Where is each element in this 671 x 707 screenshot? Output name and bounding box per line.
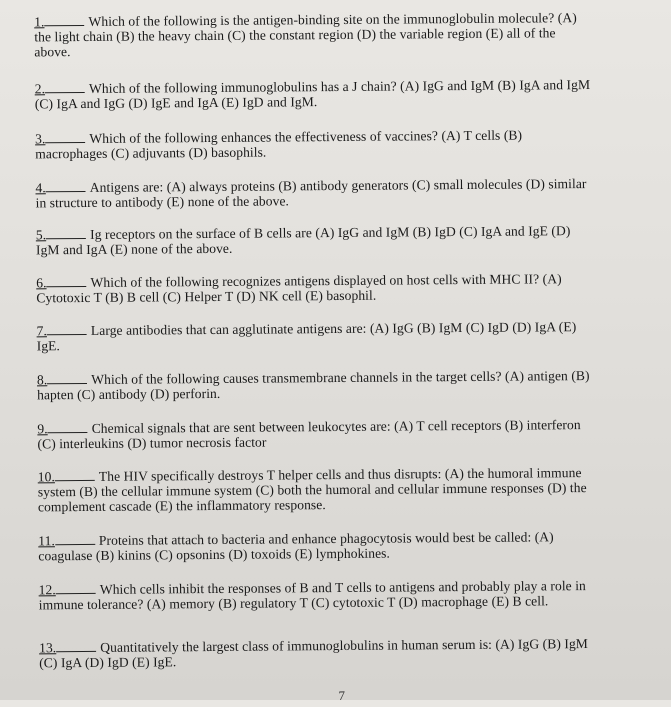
answer-blank[interactable] <box>45 81 85 93</box>
question-number: 7. <box>36 323 47 339</box>
question-number: 3. <box>35 131 46 147</box>
question-number: 9. <box>37 421 48 437</box>
question-7 <box>37 319 597 353</box>
question-number: 13. <box>39 640 57 656</box>
answer-blank[interactable] <box>45 131 85 143</box>
question-number: 11. <box>38 533 55 549</box>
answer-blank[interactable] <box>44 14 84 26</box>
question-text: Which of the following is the antigen-binding site on the immunoglobulin molecule? (A) the light chain (B) the heavy chain (C) the constant region (D) the variable region (E) all of the above. <box>34 10 577 60</box>
question-number: 8. <box>36 372 48 388</box>
question-text: Chemical signals that are sent between leukocytes are: (A) T cell receptors (B) interferon (C) interleukins (D) tumor necrosis factor <box>37 417 581 452</box>
question-text: Quantitatively the largest class of immunoglobulins in human serum is: (A) IgG (B) IgM (C) IgA (D) IgD (E) IgE. <box>39 636 588 671</box>
question-8 <box>37 368 597 402</box>
answer-blank[interactable] <box>46 275 86 287</box>
question-number: 4. <box>35 180 46 196</box>
question-number: 1. <box>34 14 45 30</box>
question-1 <box>34 10 594 59</box>
question-text: Ig receptors on the surface of B cells are (A) IgG and IgM (B) IgD (C) IgA and IgE (D) IgM and IgA (E) none of the above. <box>35 223 571 258</box>
question-number: 10. <box>37 469 55 485</box>
question-text: Proteins that attach to bacteria and enhance phagocytosis would best be called: (A) coagulase (B) kinins (C) opsonins (D) toxoids (E) lymphokines. <box>38 529 554 564</box>
question-12 <box>39 578 599 612</box>
question-text: The HIV specifically destroys T helper cells and thus disrupts: (A) the humoral immune system (B) the cellular immune system (C) both the humoral and cellular immune responses (D) the complement cascade (E) the inflammatory response. <box>37 465 587 515</box>
question-11 <box>38 529 598 563</box>
question-number: 12. <box>38 582 56 598</box>
question-text: Which of the following causes transmembrane channels in the target cells? (A) antigen (B) hapten (C) antibody (D) perforin. <box>37 368 590 403</box>
question-2 <box>35 77 595 111</box>
question-text: Which cells inhibit the responses of B and T cells to antigens and probably play a role in immune tolerance? (A) memory (B) regulatory T (C) cytotoxic T (D) macrophage (E) B cell. <box>38 578 586 613</box>
answer-blank[interactable] <box>47 372 87 384</box>
question-4 <box>35 176 595 210</box>
answer-blank[interactable] <box>55 533 95 545</box>
question-text: Antigens are: (A) always proteins (B) antibody generators (C) small molecules (D) similar in structure to antibody (E) none of the above. <box>35 176 587 211</box>
question-9 <box>37 417 597 451</box>
answer-blank[interactable] <box>55 469 95 481</box>
answer-blank[interactable] <box>47 323 87 335</box>
answer-blank[interactable] <box>46 180 86 192</box>
question-text: Which of the following immunoglobulins has a J chain? (A) IgG and IgM (B) IgA and IgM (C) IgA and IgG (D) IgE and IgA (E) IgD and IgM. <box>34 77 591 112</box>
question-13 <box>39 636 599 670</box>
question-number: 6. <box>36 275 47 291</box>
question-3 <box>35 127 595 161</box>
answer-blank[interactable] <box>56 640 96 652</box>
answer-blank[interactable] <box>46 227 86 239</box>
question-number: 2. <box>34 81 46 97</box>
question-number: 5. <box>35 227 47 243</box>
question-text: Which of the following enhances the effectiveness of vaccines? (A) T cells (B) macrophages (C) adjuvants (D) basophils. <box>35 127 523 162</box>
question-10 <box>38 465 598 514</box>
question-text: Large antibodies that can agglutinate antigens are: (A) IgG (B) IgM (C) IgD (D) IgA (E) IgE. <box>36 319 577 354</box>
answer-blank[interactable] <box>56 582 96 594</box>
question-5 <box>36 223 596 257</box>
question-6 <box>36 271 596 305</box>
answer-blank[interactable] <box>48 421 88 433</box>
page-mark: 7 <box>338 687 346 703</box>
question-text: Which of the following recognizes antigens displayed on host cells with MHC II? (A) Cytotoxic T (B) B cell (C) Helper T (D) NK cell (E) basophil. <box>36 271 562 306</box>
